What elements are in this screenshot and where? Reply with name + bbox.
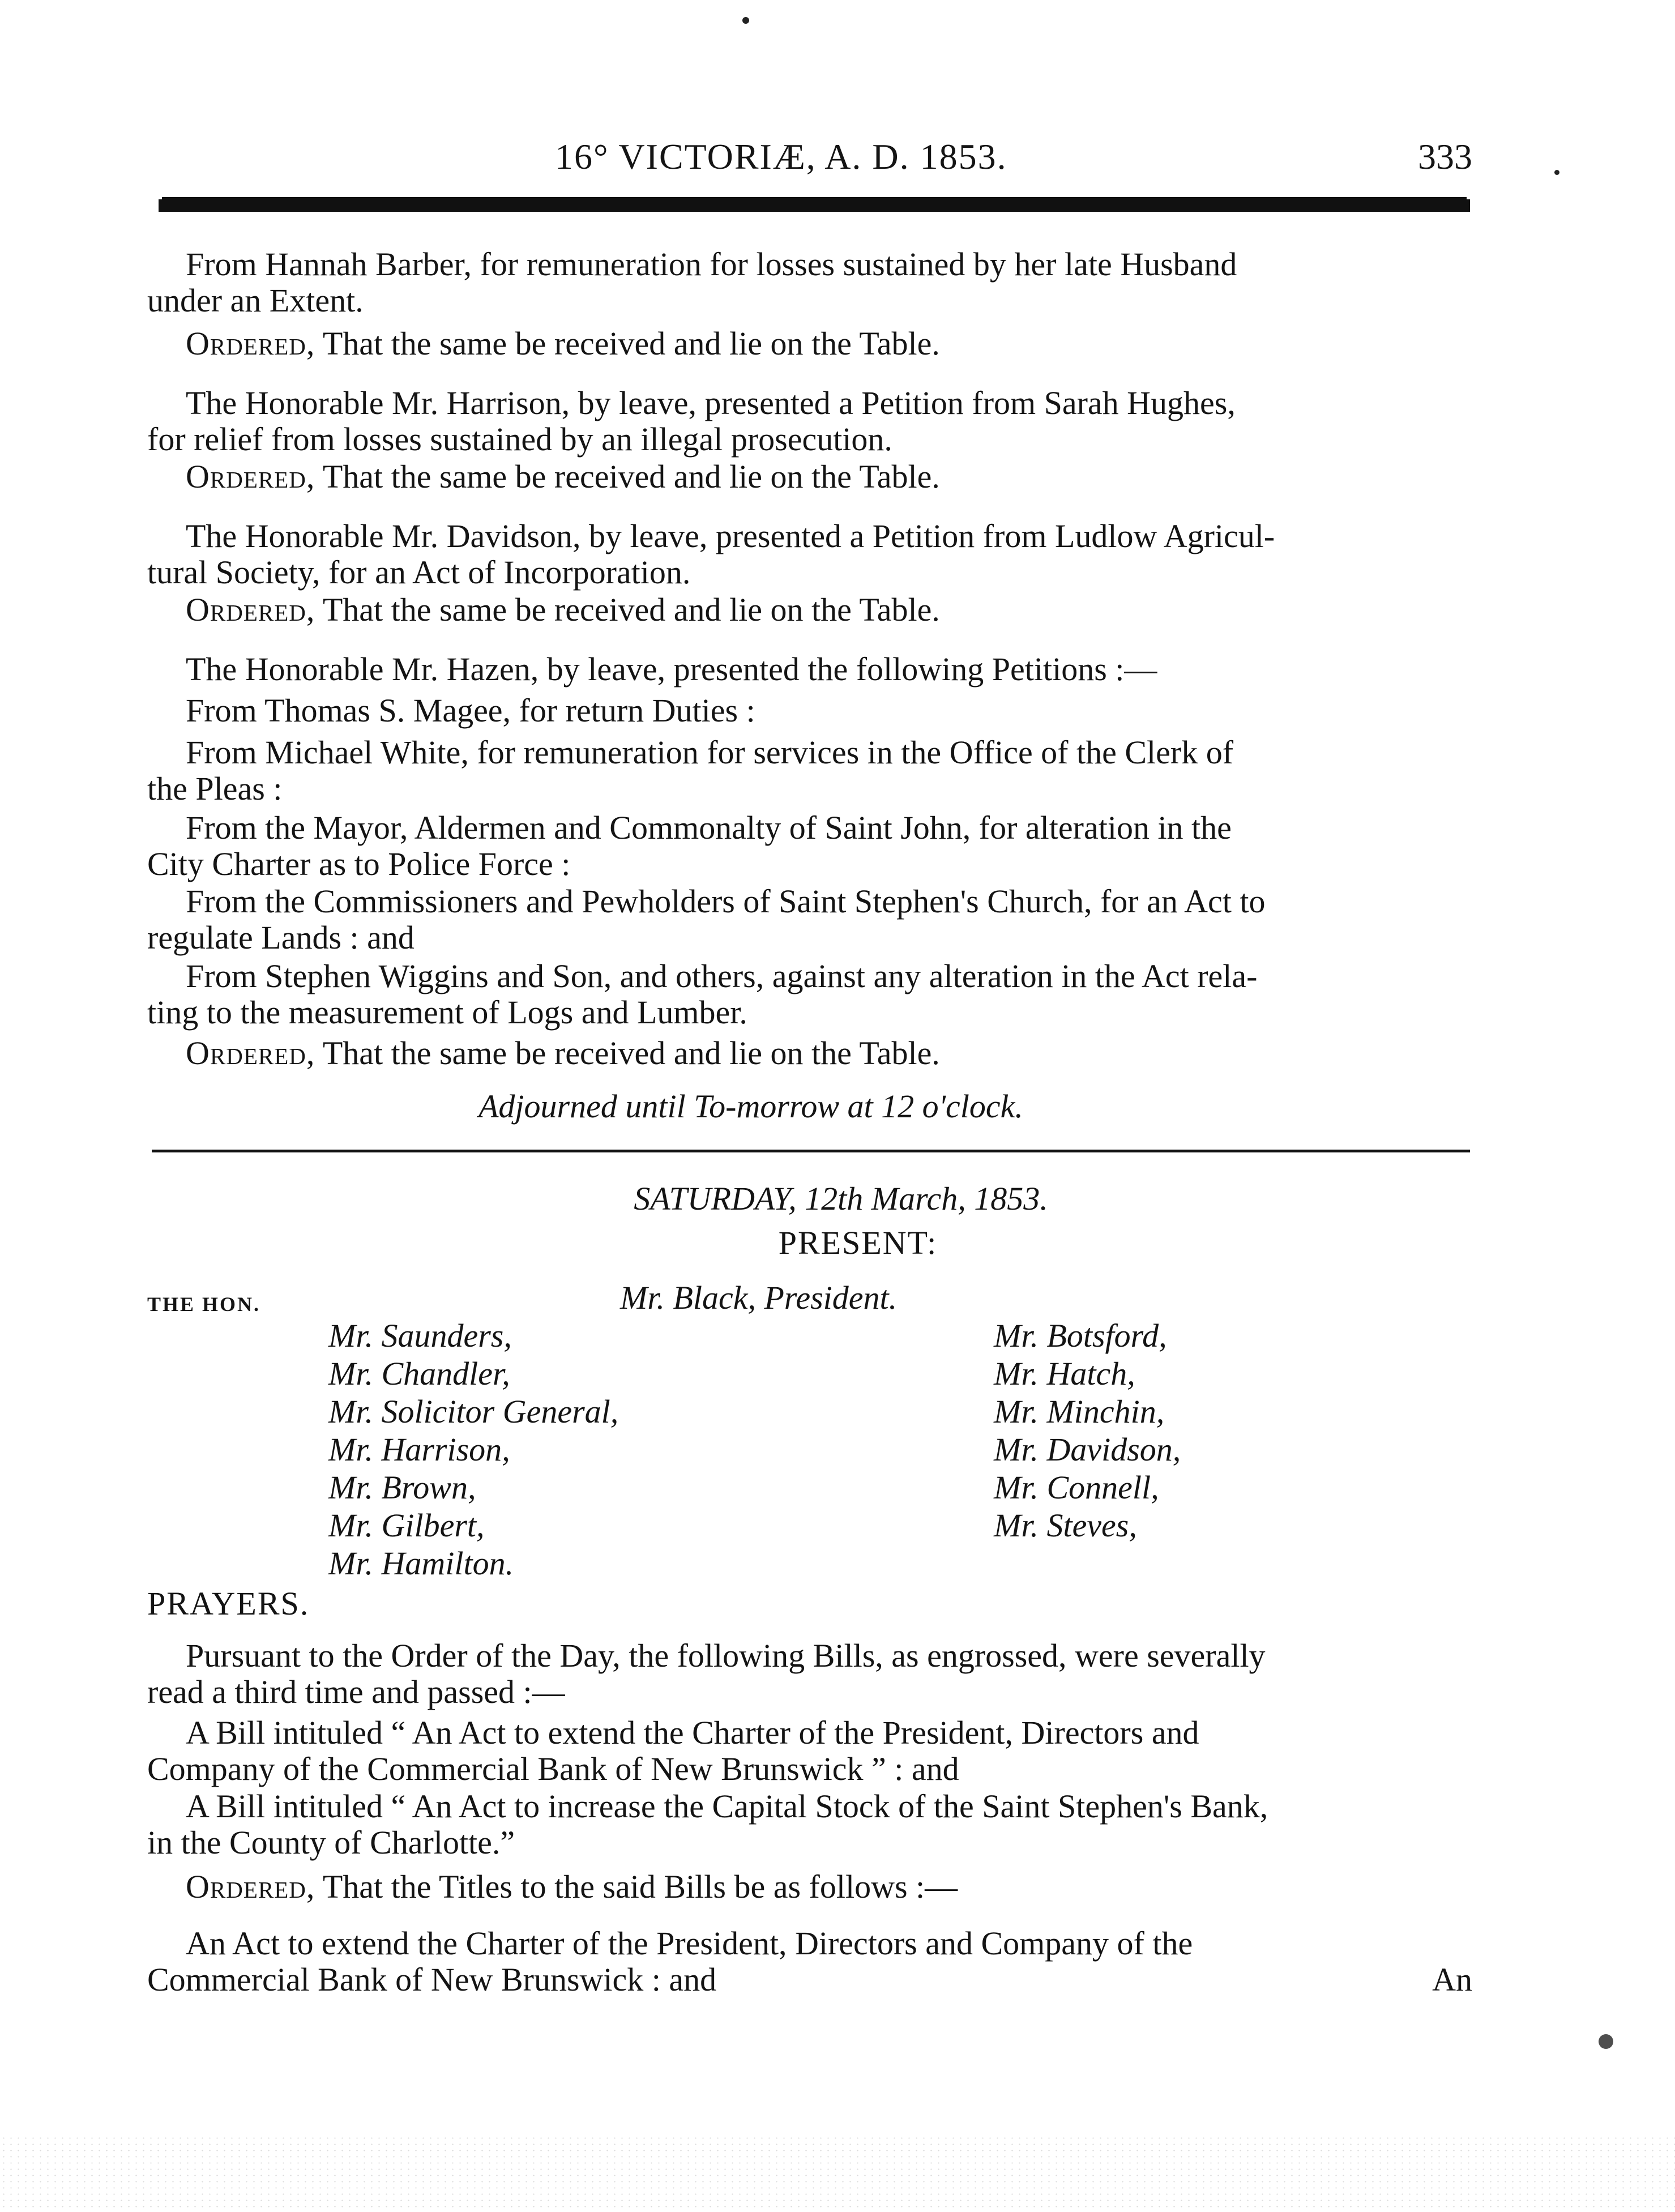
petition-item: From the Commissioners and Pewholders of Saint Stephen's Church, for an Act to regulate Lands : and <box>147 883 1266 956</box>
member-name: Mr. Harrison, <box>328 1431 510 1468</box>
ordered-line: Ordered, That the same be received and lie on the Table. <box>186 591 940 628</box>
members-right-column <box>994 1317 1181 1544</box>
president-line: Mr. Black, President. <box>620 1279 898 1316</box>
member-name: Mr. Brown, <box>328 1469 476 1506</box>
adjourned-line: Adjourned until To-morrow at 12 o'clock. <box>478 1088 1023 1125</box>
ordered-line: Ordered, That the same be received and lie on the Table. <box>186 325 940 362</box>
member-name: Mr. Hatch, <box>994 1355 1135 1392</box>
section-divider <box>152 1150 1470 1152</box>
title-item: An Act to extend the Charter of the President, Directors and Company of the Commercial Bank of New Brunswick : and <box>147 1925 1193 1998</box>
bill-item: A Bill intituled “ An Act to increase the Capital Stock of the Saint Stephen's Bank, in the County of Charlotte.” <box>147 1788 1268 1861</box>
members-left-column <box>328 1317 618 1582</box>
ordered-line: Ordered, That the same be received and lie on the Table. <box>186 458 940 495</box>
catchword: An <box>1432 1961 1472 1998</box>
member-name: Mr. Davidson, <box>994 1431 1181 1468</box>
paragraph: The Honorable Mr. Davidson, by leave, presented a Petition from Ludlow Agricul- tural Society, for an Act of Incorporation. <box>147 518 1275 591</box>
sitting-date: SATURDAY, 12th March, 1853. <box>634 1180 1048 1217</box>
member-name: Mr. Gilbert, <box>328 1507 485 1544</box>
ink-blot <box>1599 2034 1613 2049</box>
running-head: 16° VICTORIÆ, A. D. 1853. <box>555 136 1007 177</box>
member-name: Mr. Chandler, <box>328 1355 510 1392</box>
member-name: Mr. Steves, <box>994 1507 1137 1544</box>
member-name: Mr. Minchin, <box>994 1393 1165 1430</box>
header-rule <box>159 199 1470 212</box>
member-name: Mr. Solicitor General, <box>328 1393 619 1430</box>
paragraph: The Honorable Mr. Harrison, by leave, presented a Petition from Sarah Hughes, for relief from losses sustained by an illegal prosecution. <box>147 385 1236 458</box>
page-header <box>147 136 1472 187</box>
prayers-heading: PRAYERS. <box>147 1585 310 1622</box>
petition-item: From Stephen Wiggins and Son, and others, against any alteration in the Act rela- ting to the measurement of Logs and Lumber. <box>147 958 1258 1031</box>
petition-item: From Thomas S. Magee, for return Duties : <box>186 692 755 729</box>
the-hon-label: THE HON. <box>147 1293 261 1316</box>
page-number: 333 <box>1418 136 1472 177</box>
member-name: Mr. Hamilton. <box>328 1545 514 1582</box>
paper-speckle <box>0 2135 1675 2212</box>
member-name: Mr. Connell, <box>994 1469 1159 1506</box>
paragraph: From Hannah Barber, for remuneration for losses sustained by her late Husband under an Extent. <box>147 246 1237 319</box>
present-heading: PRESENT: <box>778 1224 938 1261</box>
ink-speck <box>1554 170 1559 175</box>
petition-item: From Michael White, for remuneration for services in the Office of the Clerk of the Pleas : <box>147 734 1234 807</box>
petition-item: From the Mayor, Aldermen and Commonalty of Saint John, for alteration in the City Charter as to Police Force : <box>147 809 1232 882</box>
paragraph: The Honorable Mr. Hazen, by leave, presented the following Petitions :— <box>186 651 1157 687</box>
paragraph: Pursuant to the Order of the Day, the following Bills, as engrossed, were severally read a third time and passed :— <box>147 1637 1266 1710</box>
ordered-line: Ordered, That the same be received and lie on the Table. <box>186 1035 940 1071</box>
member-name: Mr. Saunders, <box>328 1317 512 1354</box>
member-name: Mr. Botsford, <box>994 1317 1167 1354</box>
ordered-line: Ordered, That the Titles to the said Bills be as follows :— <box>186 1868 958 1905</box>
ink-speck <box>742 17 749 24</box>
bill-item: A Bill intituled “ An Act to extend the Charter of the President, Directors and Company of the Commercial Bank of New Brunswick ” : and <box>147 1714 1199 1787</box>
